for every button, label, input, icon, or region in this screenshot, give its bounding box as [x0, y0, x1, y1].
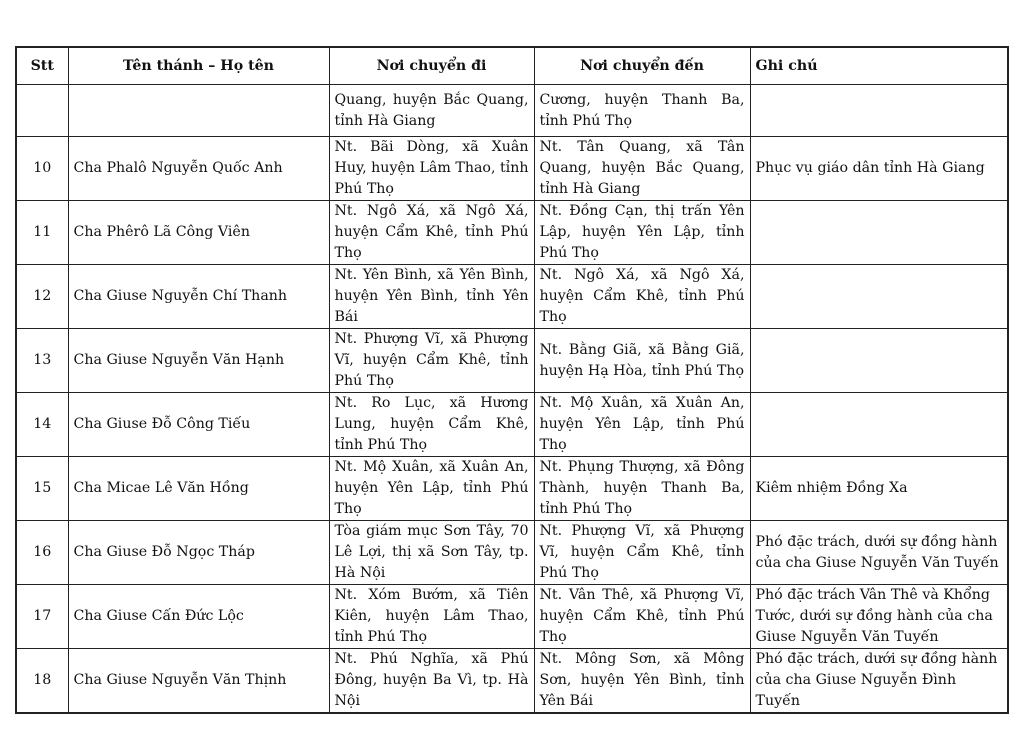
cell-to: Nt. Bằng Giã, xã Bằng Giã, huyện Hạ Hòa, tỉnh Phú Thọ [534, 329, 750, 393]
cell-from: Nt. Ro Lục, xã Hương Lung, huyện Cẩm Khê, tỉnh Phú Thọ [329, 393, 534, 457]
cell-note [750, 329, 1008, 393]
cell-from: Nt. Xóm Bướm, xã Tiên Kiên, huyện Lâm Thao, tỉnh Phú Thọ [329, 585, 534, 649]
cell-to: Nt. Vân Thê, xã Phượng Vĩ, huyện Cẩm Khê, tỉnh Phú Thọ [534, 585, 750, 649]
table-row [16, 201, 1008, 265]
cell-note [750, 201, 1008, 265]
cell-name: Cha Giuse Nguyễn Chí Thanh [68, 265, 329, 329]
table-row [16, 265, 1008, 329]
cell-name: Cha Micae Lê Văn Hồng [68, 457, 329, 521]
cell-note: Phục vụ giáo dân tỉnh Hà Giang [750, 137, 1008, 201]
header-note: Ghi chú [750, 47, 1008, 85]
cell-to: Nt. Ngô Xá, xã Ngô Xá, huyện Cẩm Khê, tỉnh Phú Thọ [534, 265, 750, 329]
cell-stt: 15 [16, 457, 68, 521]
cell-from: Nt. Ngô Xá, xã Ngô Xá, huyện Cẩm Khê, tỉnh Phú Thọ [329, 201, 534, 265]
cell-to: Nt. Tân Quang, xã Tân Quang, huyện Bắc Quang, tỉnh Hà Giang [534, 137, 750, 201]
table-header-row [16, 47, 1008, 85]
cell-name [68, 85, 329, 137]
cell-name: Cha Giuse Đỗ Công Tiếu [68, 393, 329, 457]
table-row [16, 649, 1008, 714]
cell-stt: 12 [16, 265, 68, 329]
document-page [15, 46, 1007, 714]
cell-note [750, 393, 1008, 457]
cell-note [750, 265, 1008, 329]
header-to: Nơi chuyển đến [534, 47, 750, 85]
cell-name: Cha Giuse Đỗ Ngọc Tháp [68, 521, 329, 585]
cell-note: Kiêm nhiệm Đồng Xa [750, 457, 1008, 521]
cell-note: Phó đặc trách Vân Thê và Khổng Tước, dưới sự đồng hành của cha Giuse Nguyễn Văn Tuyến [750, 585, 1008, 649]
table-row [16, 393, 1008, 457]
cell-from: Tòa giám mục Sơn Tây, 70 Lê Lợi, thị xã Sơn Tây, tp. Hà Nội [329, 521, 534, 585]
table-row [16, 137, 1008, 201]
cell-stt: 16 [16, 521, 68, 585]
cell-to: Nt. Mộ Xuân, xã Xuân An, huyện Yên Lập, tỉnh Phú Thọ [534, 393, 750, 457]
table-row [16, 457, 1008, 521]
cell-to: Cương, huyện Thanh Ba, tỉnh Phú Thọ [534, 85, 750, 137]
cell-name: Cha Phêrô Lã Công Viên [68, 201, 329, 265]
cell-from: Quang, huyện Bắc Quang, tỉnh Hà Giang [329, 85, 534, 137]
table-row [16, 521, 1008, 585]
cell-name: Cha Giuse Nguyễn Văn Hạnh [68, 329, 329, 393]
table-row [16, 585, 1008, 649]
cell-name: Cha Phalô Nguyễn Quốc Anh [68, 137, 329, 201]
header-stt: Stt [16, 47, 68, 85]
cell-stt: 10 [16, 137, 68, 201]
cell-from: Nt. Bãi Dòng, xã Xuân Huy, huyện Lâm Thao, tỉnh Phú Thọ [329, 137, 534, 201]
cell-from: Nt. Phú Nghĩa, xã Phú Đông, huyện Ba Vì, tp. Hà Nội [329, 649, 534, 714]
cell-name: Cha Giuse Cấn Đức Lộc [68, 585, 329, 649]
cell-to: Nt. Mông Sơn, xã Mông Sơn, huyện Yên Bình, tỉnh Yên Bái [534, 649, 750, 714]
cell-name: Cha Giuse Nguyễn Văn Thịnh [68, 649, 329, 714]
table-row [16, 329, 1008, 393]
cell-note [750, 85, 1008, 137]
cell-from: Nt. Mộ Xuân, xã Xuân An, huyện Yên Lập, tỉnh Phú Thọ [329, 457, 534, 521]
cell-to: Nt. Phượng Vĩ, xã Phượng Vĩ, huyện Cẩm Khê, tỉnh Phú Thọ [534, 521, 750, 585]
cell-stt [16, 85, 68, 137]
cell-stt: 17 [16, 585, 68, 649]
cell-stt: 14 [16, 393, 68, 457]
cell-to: Nt. Đồng Cạn, thị trấn Yên Lập, huyện Yên Lập, tỉnh Phú Thọ [534, 201, 750, 265]
cell-from: Nt. Phượng Vĩ, xã Phượng Vĩ, huyện Cẩm Khê, tỉnh Phú Thọ [329, 329, 534, 393]
header-from: Nơi chuyển đi [329, 47, 534, 85]
cell-note: Phó đặc trách, dưới sự đồng hành của cha Giuse Nguyễn Văn Tuyến [750, 521, 1008, 585]
header-name: Tên thánh – Họ tên [68, 47, 329, 85]
cell-stt: 18 [16, 649, 68, 714]
cell-to: Nt. Phụng Thượng, xã Đông Thành, huyện Thanh Ba, tỉnh Phú Thọ [534, 457, 750, 521]
cell-note: Phó đặc trách, dưới sự đồng hành của cha Giuse Nguyễn Đình Tuyến [750, 649, 1008, 714]
cell-stt: 11 [16, 201, 68, 265]
cell-from: Nt. Yên Bình, xã Yên Bình, huyện Yên Bình, tỉnh Yên Bái [329, 265, 534, 329]
priest-transfer-table [15, 46, 1009, 714]
cell-stt: 13 [16, 329, 68, 393]
table-row [16, 85, 1008, 137]
